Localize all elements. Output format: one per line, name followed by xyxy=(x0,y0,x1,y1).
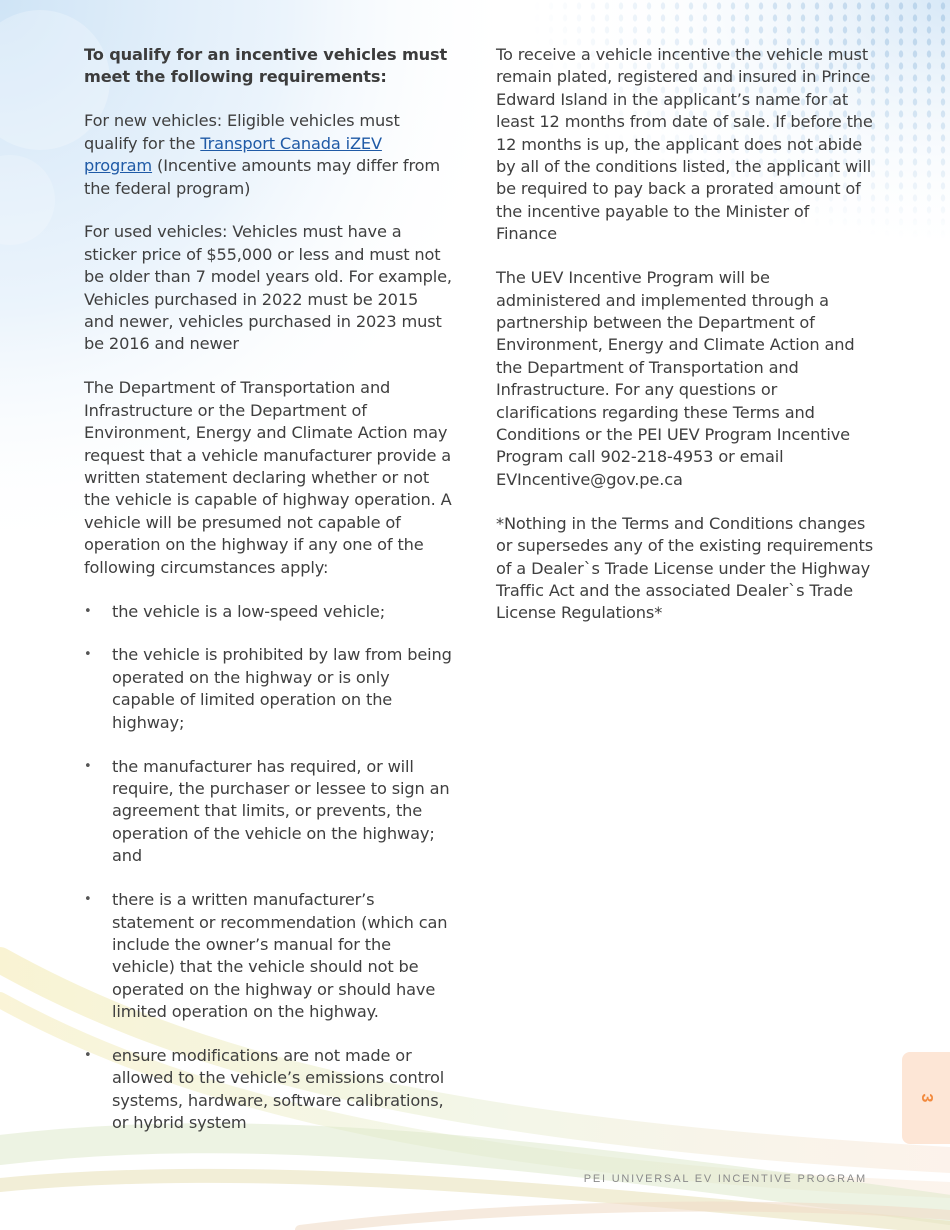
plating-requirement-paragraph: To receive a vehicle incentive the vehicle must remain plated, registered and insured in Prince Edward Island in the applicant’s name for at least 12 months from date of sale. If before the 12 months is up, the applicant does not abide by all of the conditions listed, the applicant will be required to pay back a prorated amount of the incentive payable to the Minister of Finance xyxy=(496,45,873,244)
new-vehicles-note: (Incentive amounts may differ from the federal program) xyxy=(84,156,441,198)
bullet-icon: • xyxy=(84,892,92,908)
list-item xyxy=(84,1045,452,1135)
requirements-heading: To qualify for an incentive vehicles must meet the following requirements: xyxy=(84,45,448,87)
list-item-text: there is a written manufacturer’s statement or recommendation (which can include the owner’s manual for the vehicle) that the vehicle should not be operated on the highway or should have limited operation on the highway. xyxy=(112,890,448,1022)
used-vehicles-paragraph: For used vehicles: Vehicles must have a sticker price of $55,000 or less and must not be older than 7 model years old. For example, Vehicles purchased in 2022 must be 2015 and newer, vehicles purchased in 2023 must be 2016 and newer xyxy=(84,222,452,354)
left-column xyxy=(84,44,452,1156)
bullet-icon: • xyxy=(84,647,92,663)
page-number: 3 xyxy=(918,1093,935,1103)
list-item xyxy=(84,644,452,734)
bullet-icon: • xyxy=(84,758,92,774)
list-item-text: the vehicle is a low-speed vehicle; xyxy=(112,601,386,621)
list-item xyxy=(84,756,452,868)
page-number-tab xyxy=(902,1052,950,1144)
izev-program-link[interactable]: Transport Canada iZEV program xyxy=(84,133,382,176)
list-item-text: ensure modifications are not made or allowed to the vehicle’s emissions control systems, hardware, software calibrations, or hybrid system xyxy=(112,1046,445,1133)
department-paragraph: The Department of Transportation and Infrastructure or the Department of Environment, Energy and Climate Action may request that a vehicle manufacturer provide a written statement declaring whether or not the vehicle is capable of highway operation. A vehicle will be presumed not capable of operation on the highway if any one of the following circumstances apply: xyxy=(84,378,452,577)
program-administration-paragraph: The UEV Incentive Program will be administered and implemented through a partnership between the Department of Environment, Energy and Climate Action and the Department of Transportation and Infrastructure. For any questions or clarifications regarding these Terms and Conditions or the PEI UEV Program Incentive Program call 902-218-4953 or email EVIncentive@gov.pe.ca xyxy=(496,268,855,489)
new-vehicles-paragraph xyxy=(84,110,452,200)
bullet-icon: • xyxy=(84,1048,92,1064)
bullet-icon: • xyxy=(84,603,92,619)
list-item xyxy=(84,601,452,623)
circumstances-list xyxy=(84,601,452,1135)
new-vehicles-text: For new vehicles: Eligible vehicles must qualify for the xyxy=(84,111,400,153)
disclaimer-paragraph: *Nothing in the Terms and Conditions changes or supersedes any of the existing requirements of a Dealer`s Trade License under the Highway Traffic Act and the associated Dealer`s Trade License Regulations* xyxy=(496,513,873,623)
right-column xyxy=(496,44,874,646)
list-item-text: the vehicle is prohibited by law from being operated on the highway or is only capable of limited operation on the highway; xyxy=(112,645,452,732)
footer-program-title: PEI UNIVERSAL EV INCENTIVE PROGRAM xyxy=(583,1173,867,1185)
list-item-text: the manufacturer has required, or will require, the purchaser or lessee to sign an agreement that limits, or prevents, the operation of the vehicle on the highway; and xyxy=(112,756,450,866)
list-item xyxy=(84,889,452,1023)
